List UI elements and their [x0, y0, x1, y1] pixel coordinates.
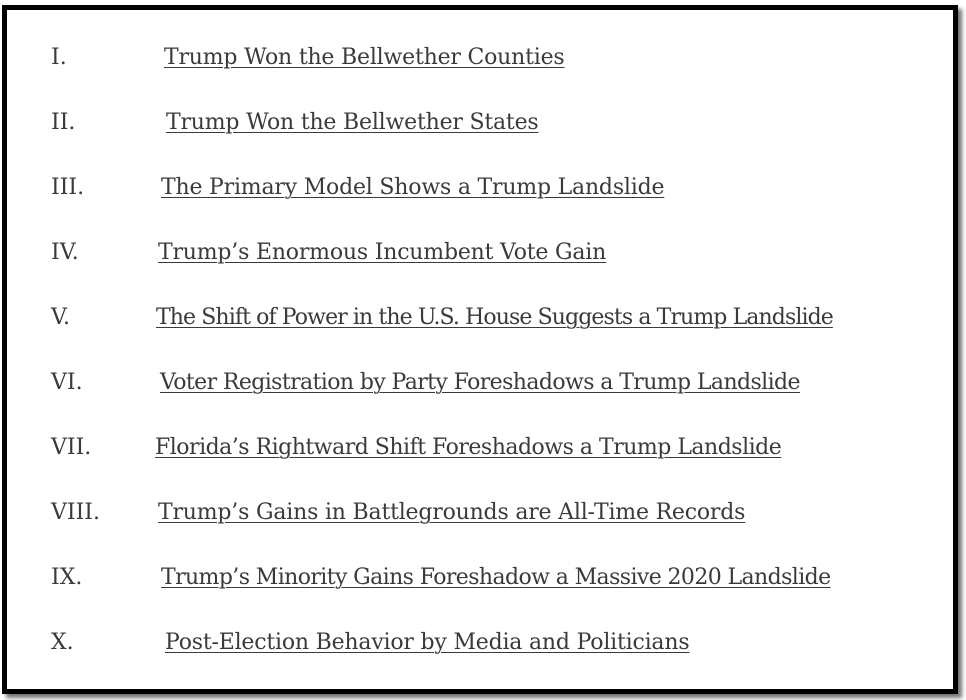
toc-row-10: [7, 628, 953, 658]
toc-link-primary-model[interactable]: The Primary Model Shows a Trump Landslide: [161, 175, 665, 200]
toc-link-florida-shift[interactable]: Florida’s Rightward Shift Foreshadows a Trump Landslide: [155, 435, 782, 460]
toc-row-4: [7, 238, 953, 268]
toc-row-2: [7, 108, 953, 138]
table-of-contents: [7, 10, 953, 689]
toc-row-7: [7, 433, 953, 463]
toc-row-8: [7, 498, 953, 528]
toc-numeral: VI.: [51, 370, 83, 395]
toc-numeral: VIII.: [51, 500, 100, 525]
toc-link-incumbent-vote-gain[interactable]: Trump’s Enormous Incumbent Vote Gain: [158, 240, 607, 265]
toc-numeral: IX.: [51, 565, 83, 590]
toc-numeral: III.: [51, 175, 85, 200]
toc-row-3: [7, 173, 953, 203]
toc-numeral: X.: [51, 630, 74, 655]
toc-link-minority-gains[interactable]: Trump’s Minority Gains Foreshadow a Massive 2020 Landslide: [161, 565, 831, 590]
toc-link-bellwether-states[interactable]: Trump Won the Bellwether States: [166, 110, 539, 135]
toc-row-5: [7, 303, 953, 333]
toc-numeral: I.: [51, 45, 67, 70]
toc-link-post-election-behavior[interactable]: Post-Election Behavior by Media and Politicians: [165, 630, 690, 655]
toc-numeral: V.: [51, 305, 71, 330]
toc-row-9: [7, 563, 953, 593]
toc-numeral: II.: [51, 110, 76, 135]
toc-link-voter-registration[interactable]: Voter Registration by Party Foreshadows a Trump Landslide: [160, 370, 800, 395]
toc-numeral: IV.: [51, 240, 79, 265]
toc-link-battleground-gains[interactable]: Trump’s Gains in Battlegrounds are All-Time Records: [158, 500, 746, 525]
toc-row-1: [7, 43, 953, 73]
toc-frame: [2, 5, 958, 694]
toc-numeral: VII.: [51, 435, 92, 460]
toc-row-6: [7, 368, 953, 398]
toc-link-bellwether-counties[interactable]: Trump Won the Bellwether Counties: [164, 45, 565, 70]
toc-link-house-shift[interactable]: The Shift of Power in the U.S. House Suggests a Trump Landslide: [156, 305, 833, 330]
